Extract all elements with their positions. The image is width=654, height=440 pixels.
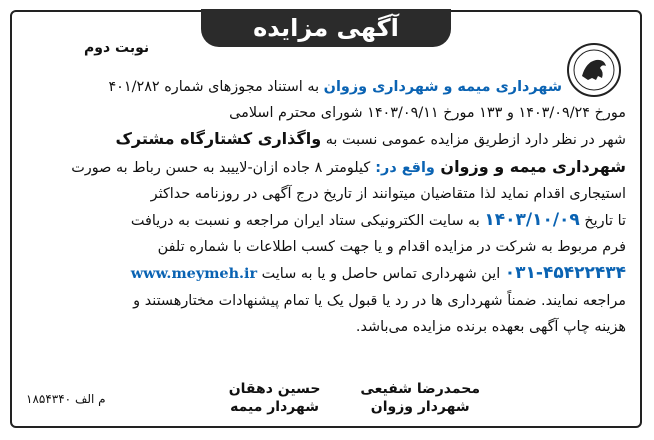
ad-text: شهر در نظر دارد ازطریق مزایده عمومی نسبت به (321, 132, 626, 149)
ad-line (26, 234, 626, 260)
ad-line (26, 154, 626, 181)
ad-code: م الف ۱۸۵۴۳۴۰ (26, 392, 106, 406)
ad-line (26, 126, 626, 153)
ad-text: واقع در: (370, 159, 435, 176)
ad-text: شهرداری میمه و شهرداری وزوان (323, 79, 562, 95)
signature-vazvan (360, 380, 480, 416)
ad-text: به سایت الکترونیکی ستاد ایران مراجعه و نسبت به دریافت (130, 213, 485, 230)
ad-text: کیلومتر ۸ جاده ازان-لاییبد به حسن رباط به صورت (71, 159, 371, 176)
ad-body (26, 74, 626, 340)
ad-line (26, 100, 626, 126)
ad-title: آگهی مزایده (201, 9, 451, 47)
ad-line (26, 207, 626, 234)
signer-name: حسین دهقان (228, 381, 321, 397)
ad-text: ۱۴۰۳/۱۰/۰۹ (484, 210, 580, 231)
website-link[interactable]: www.meymeh.ir (130, 265, 258, 283)
ad-line (26, 260, 626, 287)
signer-role: شهردار میمه (230, 399, 320, 415)
ad-text: واگذاری کشتارگاه مشترک (115, 129, 322, 149)
ad-line (26, 181, 626, 207)
signatures (229, 380, 480, 416)
ad-text: شهرداری میمه و وزوان (434, 156, 626, 176)
ad-line (26, 314, 626, 340)
ad-text: مورخ ۱۴۰۳/۰۹/۲۴ و ۱۳۳ مورخ ۱۴۰۳/۰۹/۱۱ شورای محترم اسلامی (229, 105, 626, 122)
signer-role: شهردار وزوان (370, 399, 470, 415)
signer-name: محمدرضا شفیعی (360, 381, 480, 397)
edition-label: نوبت دوم (84, 40, 150, 56)
ad-text: به استناد مجوزهای شماره ۴۰۱/۲۸۲ (108, 79, 324, 95)
ad-text: استیجاری اقدام نماید لذا متقاضیان میتوانند از تاریخ درج آگهی در روزنامه حداکثر (150, 185, 626, 202)
ad-text: تا تاریخ (579, 213, 626, 230)
signature-meymeh (229, 380, 321, 416)
ad-text: مراجعه نمایند. ضمناً شهرداری ها در رد یا قبول یک یا تمام پیشنهادات مختارهستند و (133, 292, 626, 309)
ad-text: این شهرداری تماس حاصل و یا به سایت (257, 266, 505, 283)
ad-text: فرم مربوط به شرکت در مزایده اقدام و یا جهت کسب اطلاعات با شماره تلفن (157, 239, 626, 256)
ad-text: هزینه چاپ آگهی بعهده برنده مزایده می‌باشد. (355, 318, 626, 335)
ad-line (26, 288, 626, 314)
ad-frame (10, 10, 642, 428)
ad-line (26, 74, 626, 100)
ad-text: ۰۳۱-۴۵۴۲۲۴۳۴ (504, 263, 626, 284)
